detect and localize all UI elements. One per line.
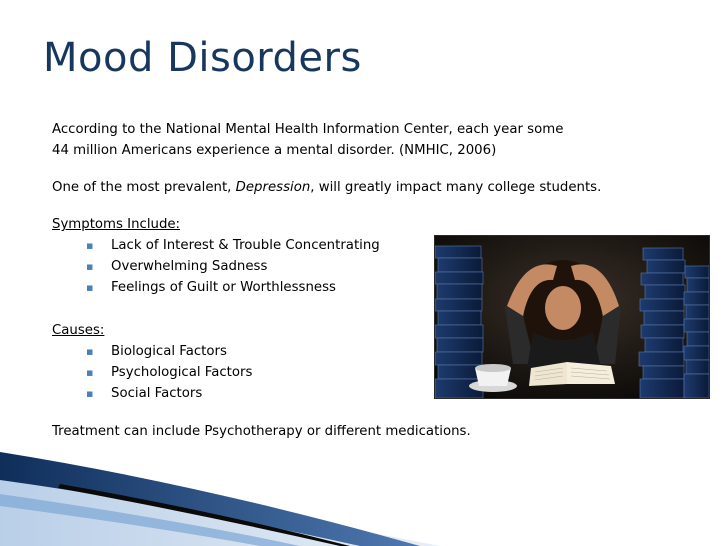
symptom-text: Overwhelming Sadness (111, 259, 268, 274)
depression-term: Depression (235, 180, 311, 195)
intro-line-2: 44 million Americans experience a mental disorder. (NMHIC, 2006) (52, 143, 497, 158)
bullet-icon: ▪ (86, 345, 94, 358)
slide-title: Mood Disorders (43, 35, 362, 81)
symptom-text: Lack of Interest & Trouble Concentrating (111, 238, 380, 253)
intro-line-1: According to the National Mental Health Information Center, each year some (52, 122, 564, 137)
student-photo (434, 235, 710, 399)
symptom-text: Feelings of Guilt or Worthlessness (111, 280, 336, 295)
bullet-icon: ▪ (86, 387, 94, 400)
bullet-icon: ▪ (86, 239, 94, 252)
bullet-icon: ▪ (86, 260, 94, 273)
symptoms-heading: Symptoms Include: (52, 217, 181, 232)
decorative-swoosh (0, 440, 728, 546)
bullet-icon: ▪ (86, 281, 94, 294)
bullet-icon: ▪ (86, 366, 94, 379)
cause-text: Social Factors (111, 386, 203, 401)
causes-heading: Causes: (52, 323, 105, 338)
prevalent-after: , will greatly impact many college students. (310, 180, 602, 195)
cause-text: Biological Factors (111, 344, 227, 359)
cause-text: Psychological Factors (111, 365, 253, 380)
student-stressed-studying-image (435, 236, 709, 398)
prevalent-sentence (52, 177, 692, 198)
prevalent-before: One of the most prevalent, (52, 180, 236, 195)
treatment-line: Treatment can include Psychotherapy or different medications. (52, 424, 471, 439)
